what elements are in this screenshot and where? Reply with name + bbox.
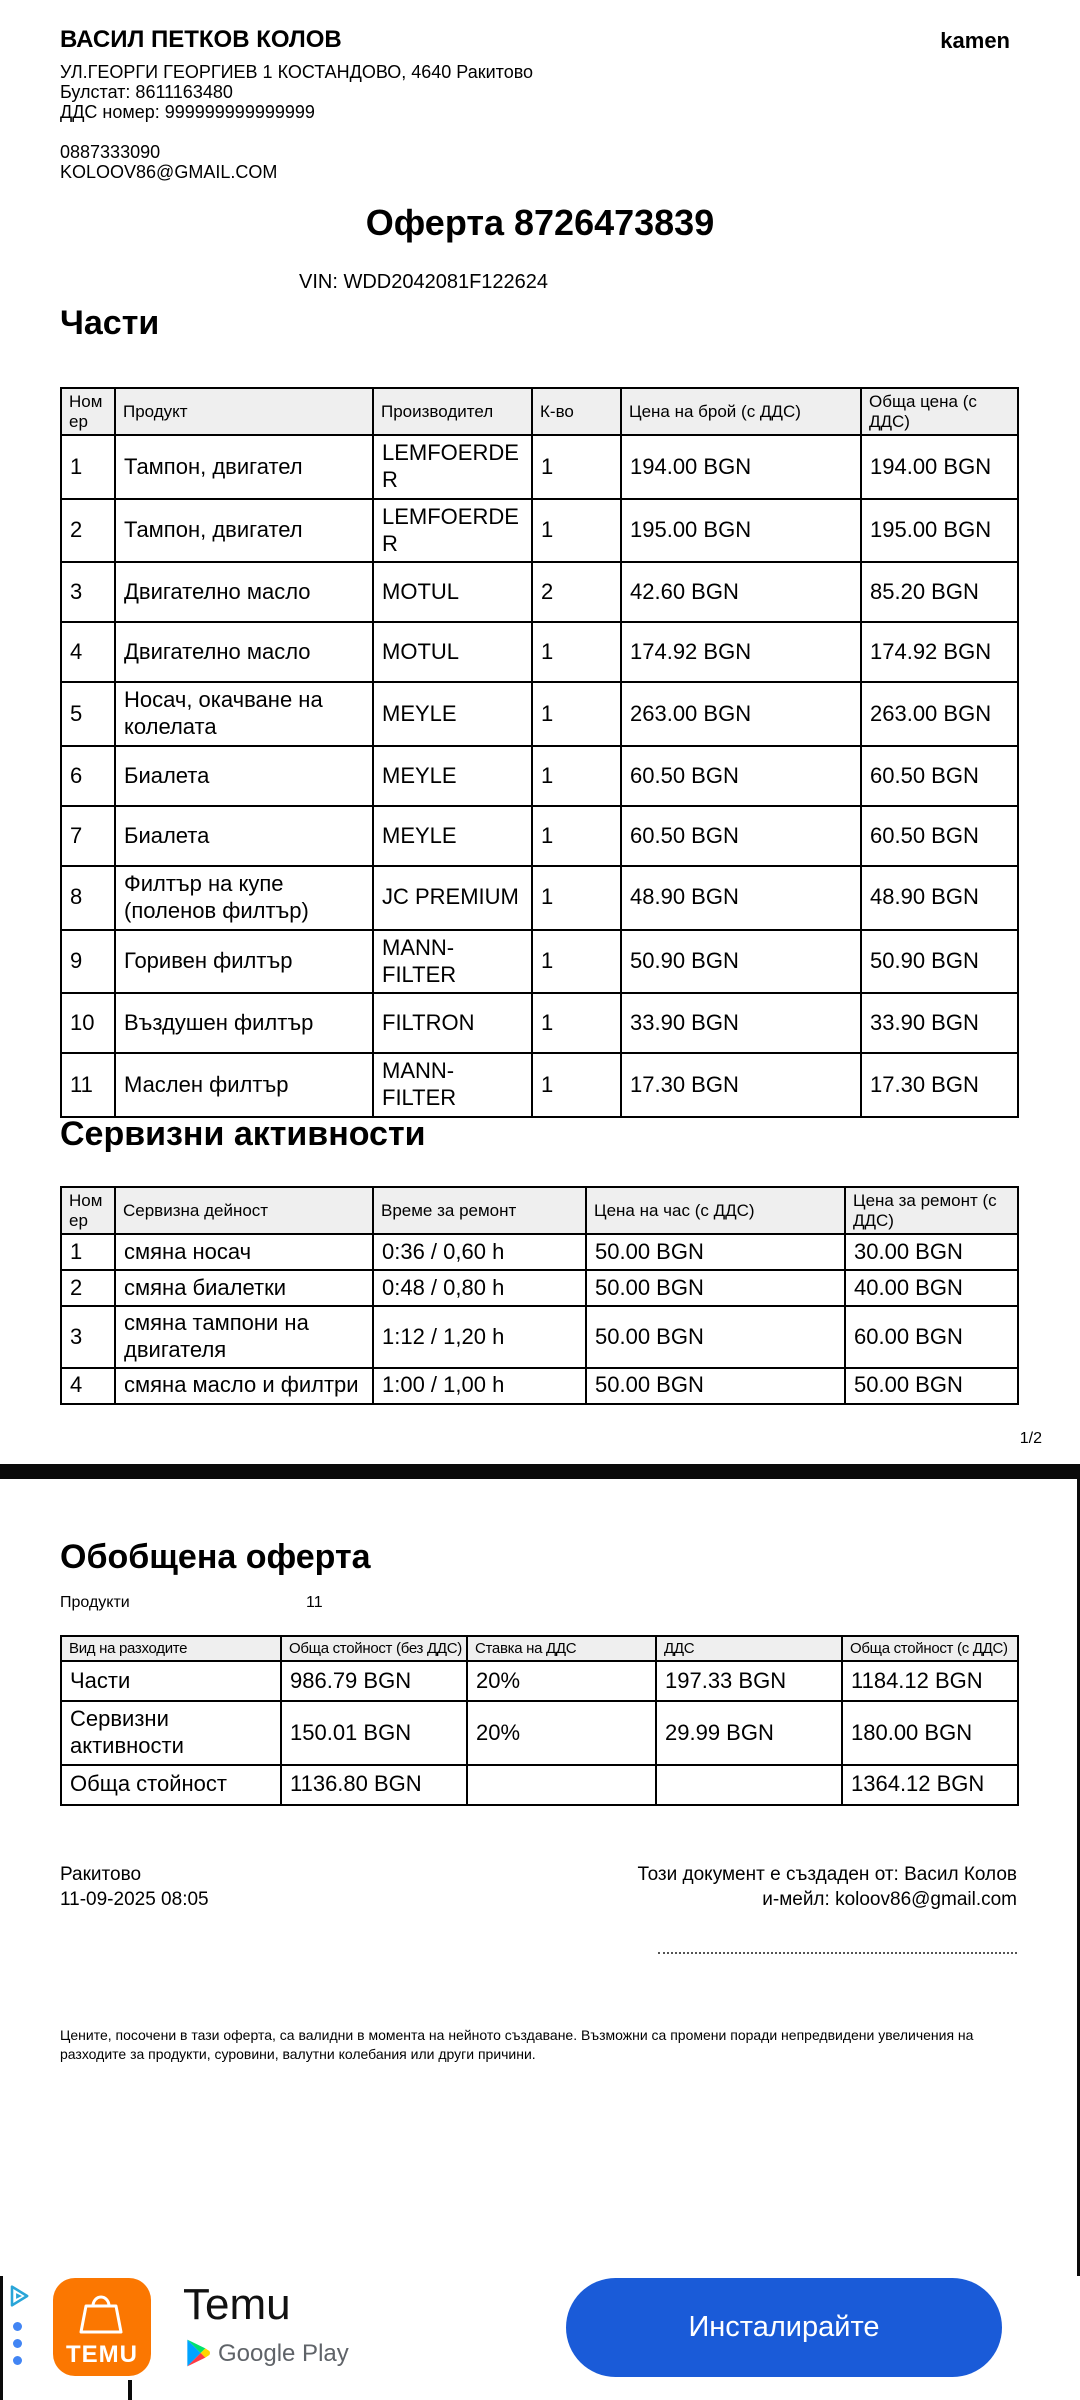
table-cell: 33.90 BGN xyxy=(621,993,861,1053)
table-row xyxy=(61,1701,1018,1765)
table-cell: 1 xyxy=(61,435,115,499)
table-cell: 2 xyxy=(61,1270,115,1306)
products-line xyxy=(60,1594,460,1612)
services-table xyxy=(60,1186,1019,1405)
google-play-icon xyxy=(185,2339,211,2367)
table-cell: 180.00 BGN xyxy=(842,1701,1018,1765)
table-cell: 60.50 BGN xyxy=(861,806,1018,866)
products-label: Продукти xyxy=(60,1594,130,1611)
shopping-bag-icon xyxy=(76,2290,128,2336)
table-cell: 60.00 BGN xyxy=(845,1306,1018,1368)
table-cell: 0:48 / 0,80 h xyxy=(373,1270,586,1306)
google-play-label: Google Play xyxy=(218,2340,349,2367)
column-header: Цена на час (с ДДС) xyxy=(586,1187,845,1234)
table-cell: Обща стойност xyxy=(61,1765,281,1805)
column-header: Ном ер xyxy=(61,388,115,435)
table-cell: Маслен филтър xyxy=(115,1053,373,1117)
company-bulstat: Булстат: 8611163480 xyxy=(60,82,233,102)
ad-banner xyxy=(0,2276,1080,2400)
column-header: Ставка на ДДС xyxy=(467,1636,656,1661)
table-cell: 174.92 BGN xyxy=(861,622,1018,682)
table-cell: 3 xyxy=(61,562,115,622)
table-row xyxy=(61,930,1018,994)
disclaimer-text: Цените, посочени в тази оферта, са валидни в момента на нейното създаване. Възможни са промени поради непредвидени увеличения на разходите за продукти, суровини, валутни колебания или други причини. xyxy=(60,2027,974,2062)
table-cell: 1 xyxy=(61,1234,115,1270)
table-row xyxy=(61,499,1018,563)
footer-city: Ракитово xyxy=(60,1864,142,1885)
footer-place-date xyxy=(60,1862,209,1912)
footer-created-email: и-мейл: koloov86@gmail.com xyxy=(762,1889,1017,1910)
table-row xyxy=(61,435,1018,499)
table-cell: 50.90 BGN xyxy=(861,930,1018,994)
table-cell: 10 xyxy=(61,993,115,1053)
table-cell: Части xyxy=(61,1661,281,1701)
company-email: KOLOOV86@GMAIL.COM xyxy=(60,162,278,182)
column-header: Обща цена (с ДДС) xyxy=(861,388,1018,435)
column-header: Продукт xyxy=(115,388,373,435)
table-cell: 150.01 BGN xyxy=(281,1701,467,1765)
vin-number: VIN: WDD2042081F122624 xyxy=(299,271,549,293)
table-cell: 30.00 BGN xyxy=(845,1234,1018,1270)
table-cell: 4 xyxy=(61,622,115,682)
table-row xyxy=(61,622,1018,682)
section-heading-services: Сервизни активности xyxy=(60,1115,426,1153)
table-cell: 50.00 BGN xyxy=(845,1368,1018,1404)
table-cell: MANN-FILTER xyxy=(373,1053,532,1117)
table-cell: 48.90 BGN xyxy=(621,866,861,930)
table-row xyxy=(61,746,1018,806)
table-cell: 2 xyxy=(532,562,621,622)
table-cell: Двигателно масло xyxy=(115,562,373,622)
table-cell: FILTRON xyxy=(373,993,532,1053)
table-cell: LEMFOERDER xyxy=(373,499,532,563)
table-cell: 197.33 BGN xyxy=(656,1661,842,1701)
table-cell: 1 xyxy=(532,993,621,1053)
table-cell: 1:00 / 1,00 h xyxy=(373,1368,586,1404)
menu-dot xyxy=(13,2339,22,2348)
table-cell: 85.20 BGN xyxy=(861,562,1018,622)
table-cell: 5 xyxy=(61,682,115,746)
table-cell: Сервизни активности xyxy=(61,1701,281,1765)
table-cell: LEMFOERDER xyxy=(373,435,532,499)
table-cell: 17.30 BGN xyxy=(621,1053,861,1117)
table-cell: 1 xyxy=(532,435,621,499)
company-header xyxy=(60,26,533,182)
table-cell: Въздушен филтър xyxy=(115,993,373,1053)
table-cell: 17.30 BGN xyxy=(861,1053,1018,1117)
table-header-row xyxy=(61,1187,1018,1234)
table-header-row xyxy=(61,388,1018,435)
table-cell: Двигателно масло xyxy=(115,622,373,682)
table-cell: 1 xyxy=(532,930,621,994)
table-row xyxy=(61,562,1018,622)
table-row xyxy=(61,866,1018,930)
table-cell: 50.00 BGN xyxy=(586,1368,845,1404)
temu-app-icon[interactable] xyxy=(53,2278,151,2376)
footer-created-by: Този документ е създаден от: Васил Колов xyxy=(637,1864,1017,1885)
table-cell: MEYLE xyxy=(373,682,532,746)
table-cell: 1 xyxy=(532,866,621,930)
table-row xyxy=(61,1765,1018,1805)
table-cell: 40.00 BGN xyxy=(845,1270,1018,1306)
table-cell: 8 xyxy=(61,866,115,930)
table-row xyxy=(61,1661,1018,1701)
install-button[interactable]: Инсталирайте xyxy=(566,2278,1002,2377)
parts-table xyxy=(60,387,1019,1118)
table-cell: 174.92 BGN xyxy=(621,622,861,682)
products-count: 11 xyxy=(306,1594,323,1611)
table-cell: 20% xyxy=(467,1701,656,1765)
company-vat-number: ДДС номер: 999999999999999 xyxy=(60,102,315,122)
table-cell: 6 xyxy=(61,746,115,806)
table-cell: 50.00 BGN xyxy=(586,1270,845,1306)
table-cell: 1 xyxy=(532,682,621,746)
table-cell: 60.50 BGN xyxy=(621,746,861,806)
table-cell: смяна носач xyxy=(115,1234,373,1270)
table-cell: 263.00 BGN xyxy=(861,682,1018,746)
table-cell: 29.99 BGN xyxy=(656,1701,842,1765)
kebab-menu-icon[interactable] xyxy=(13,2322,22,2373)
table-cell: 1:12 / 1,20 h xyxy=(373,1306,586,1368)
table-cell: MANN-FILTER xyxy=(373,930,532,994)
table-cell: 1 xyxy=(532,622,621,682)
table-cell: 3 xyxy=(61,1306,115,1368)
table-cell: 194.00 BGN xyxy=(861,435,1018,499)
table-cell: Горивен филтър xyxy=(115,930,373,994)
menu-dot xyxy=(13,2322,22,2331)
table-cell: 1 xyxy=(532,499,621,563)
table-cell: 2 xyxy=(61,499,115,563)
table-row xyxy=(61,1368,1018,1404)
table-cell: MEYLE xyxy=(373,806,532,866)
table-header-row xyxy=(61,1636,1018,1661)
table-row xyxy=(61,806,1018,866)
table-row xyxy=(61,1306,1018,1368)
offer-title: Оферта 8726473839 xyxy=(365,202,715,243)
table-row xyxy=(61,682,1018,746)
section-heading-parts: Части xyxy=(60,304,160,342)
edge-mark-decoration xyxy=(128,2380,132,2400)
table-cell: MOTUL xyxy=(373,622,532,682)
table-cell: Носач, окачване на колелата xyxy=(115,682,373,746)
table-cell: 50.90 BGN xyxy=(621,930,861,994)
table-cell: 9 xyxy=(61,930,115,994)
table-row xyxy=(61,993,1018,1053)
table-cell: 1 xyxy=(532,1053,621,1117)
table-cell: Тампон, двигател xyxy=(115,435,373,499)
table-row xyxy=(61,1053,1018,1117)
table-cell: смяна масло и филтри xyxy=(115,1368,373,1404)
adchoices-icon[interactable] xyxy=(5,2282,33,2310)
table-cell xyxy=(656,1765,842,1805)
table-cell: 20% xyxy=(467,1661,656,1701)
table-cell: 194.00 BGN xyxy=(621,435,861,499)
column-header: Производител xyxy=(373,388,532,435)
table-cell: 60.50 BGN xyxy=(621,806,861,866)
table-cell: Тампон, двигател xyxy=(115,499,373,563)
table-cell: Филтър на купе (поленов филтър) xyxy=(115,866,373,930)
header-spacer xyxy=(60,122,533,142)
table-cell: JC PREMIUM xyxy=(373,866,532,930)
table-cell: 1136.80 BGN xyxy=(281,1765,467,1805)
table-cell: MEYLE xyxy=(373,746,532,806)
table-cell: 7 xyxy=(61,806,115,866)
section-heading-summary: Обобщена оферта xyxy=(60,1538,371,1576)
table-cell: Биалета xyxy=(115,746,373,806)
column-header: Обща стойност (без ДДС) xyxy=(281,1636,467,1661)
company-address: УЛ.ГЕОРГИ ГЕОРГИЕВ 1 КОСТАНДОВО, 4640 Ракитово xyxy=(60,62,534,82)
footer-author xyxy=(637,1862,1017,1912)
column-header: Обща стойност (с ДДС) xyxy=(842,1636,1018,1661)
table-cell: 263.00 BGN xyxy=(621,682,861,746)
column-header: Време за ремонт xyxy=(373,1187,586,1234)
temu-icon-label: TEMU xyxy=(66,2341,138,2368)
signature-dotted-line xyxy=(658,1940,1017,1954)
table-cell: смяна биалетки xyxy=(115,1270,373,1306)
table-row xyxy=(61,1270,1018,1306)
table-cell: 33.90 BGN xyxy=(861,993,1018,1053)
table-cell: 1364.12 BGN xyxy=(842,1765,1018,1805)
table-row xyxy=(61,1234,1018,1270)
menu-dot xyxy=(13,2356,22,2365)
table-cell: 1 xyxy=(532,806,621,866)
table-cell xyxy=(467,1765,656,1805)
table-cell: Биалета xyxy=(115,806,373,866)
page-indicator: 1/2 xyxy=(1019,1430,1042,1447)
watermark-username: kamen xyxy=(940,28,1010,53)
ad-app-name: Temu xyxy=(183,2280,291,2329)
table-cell: 4 xyxy=(61,1368,115,1404)
table-cell: 60.50 BGN xyxy=(861,746,1018,806)
summary-table xyxy=(60,1635,1019,1806)
table-cell: 1 xyxy=(532,746,621,806)
column-header: ДДС xyxy=(656,1636,842,1661)
table-cell: 42.60 BGN xyxy=(621,562,861,622)
column-header: Цена за ремонт (с ДДС) xyxy=(845,1187,1018,1234)
table-cell: смяна тампони на двигателя xyxy=(115,1306,373,1368)
column-header: Ном ер xyxy=(61,1187,115,1234)
table-cell: 1184.12 BGN xyxy=(842,1661,1018,1701)
left-edge-border xyxy=(0,2276,3,2400)
table-cell: 195.00 BGN xyxy=(621,499,861,563)
table-cell: 11 xyxy=(61,1053,115,1117)
column-header: К-во xyxy=(532,388,621,435)
table-cell: 50.00 BGN xyxy=(586,1306,845,1368)
column-header: Сервизна дейност xyxy=(115,1187,373,1234)
column-header: Вид на разходите xyxy=(61,1636,281,1661)
table-cell: 50.00 BGN xyxy=(586,1234,845,1270)
table-cell: MOTUL xyxy=(373,562,532,622)
table-cell: 986.79 BGN xyxy=(281,1661,467,1701)
column-header: Цена на брой (с ДДС) xyxy=(621,388,861,435)
table-cell: 195.00 BGN xyxy=(861,499,1018,563)
table-cell: 48.90 BGN xyxy=(861,866,1018,930)
page-divider-bar xyxy=(0,1464,1080,1479)
company-phone: 0887333090 xyxy=(60,142,161,162)
footer-datetime: 11-09-2025 08:05 xyxy=(60,1889,209,1910)
table-cell: 0:36 / 0,60 h xyxy=(373,1234,586,1270)
company-name: ВАСИЛ ПЕТКОВ КОЛОВ xyxy=(60,26,342,53)
